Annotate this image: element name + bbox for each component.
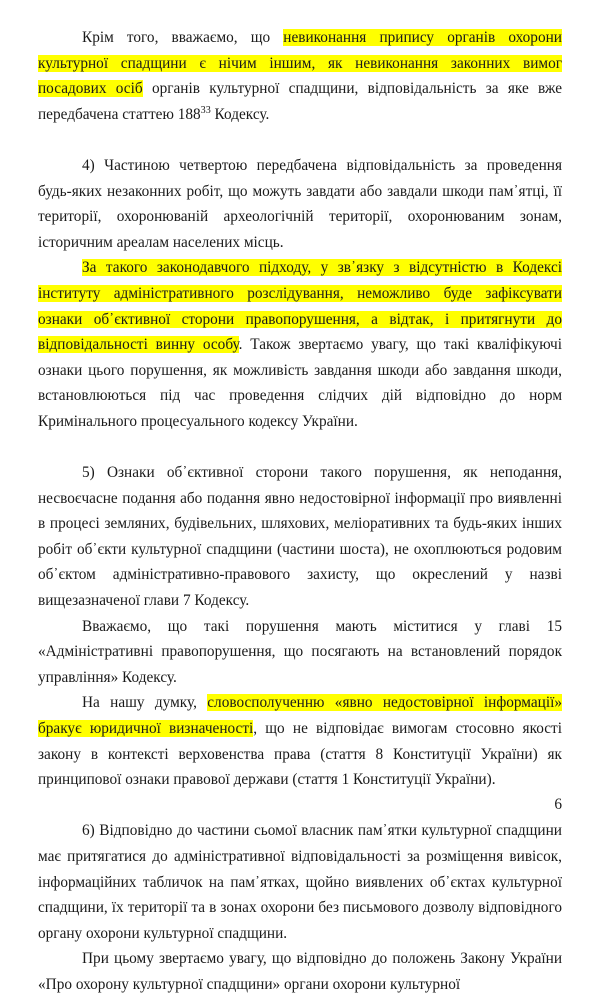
- paragraph-pry-tsomu: [38, 946, 562, 997]
- paragraph-5-oznaky: [38, 460, 562, 614]
- paragraph-na-nashu-dumku: [38, 690, 562, 792]
- body-text-run: На нашу думку,: [82, 694, 208, 712]
- paragraph-6-vidpovidno: [38, 818, 562, 946]
- body-text-run: органів культурної спадщини, відповідальність за яке вже передбачена статтею 188: [38, 80, 562, 123]
- paragraph-krim-togo: [38, 25, 562, 127]
- paragraph-gap: [38, 793, 562, 819]
- body-text-run: При цьому звертаємо увагу, що відповідно до положень Закону України «Про охорону культурної спадщини» органи охорони культурної: [38, 950, 562, 993]
- highlighted-text: невиконання припису органів охорони культурної спадщини є нічим іншим, як невиконання законних вимог посадових осіб: [38, 29, 562, 98]
- document-body: [38, 25, 562, 998]
- body-text-run: Вважаємо, що такі порушення мають міститися у главі 15 «Адміністративні правопорушення, що посягають на встановлений порядок управління» Кодексу.: [38, 617, 562, 686]
- superscript-text: 33: [200, 104, 211, 116]
- body-text-run: Крім того, вважаємо, що: [82, 29, 284, 46]
- body-text-run: Кодексу.: [210, 105, 270, 123]
- paragraph-4-chastynoyu: [38, 153, 562, 255]
- paragraph-gap: [38, 435, 562, 461]
- body-text-run: , що не відповідає вимогам стосовно якості закону в контексті верховенства права (стаття 8 Конституції України) як принципової ознаки правової держави (стаття 1 Конституції України).: [38, 720, 562, 789]
- paragraph-gap: [38, 127, 562, 153]
- body-text-run: 4) Частиною четвертою передбачена відповідальність за проведення будь-яких незаконних робіт, що можуть завдати або завдали шкоди пам᾽ятці, її території, охоронюваній археологічній території, охоронюваним зонам, історичним ареалам населених місць.: [38, 156, 562, 251]
- body-text-run: . Також звертаємо увагу, що такі кваліфікуючі ознаки цього порушення, як можливість завдання шкоди або завдання шкоди, встановлюються під час проведення слідчих дій відповідно до норм Кримінального процесуального кодексу України.: [38, 336, 562, 430]
- body-text-run: 5) Ознаки об᾽єктивної сторони такого порушення, як неподання, несвоєчасне подання або подання явно недостовірної інформації про виявленні в процесі земляних, будівельних, шляхових, меліоративних та будь-яких інших робіт об᾽єкти культурної спадщини (частини шоста), не охоплюються родовим об᾽єктом адміністративно-правового захисту, що окреслений у назві вищезазначеної глави 7 Кодексу.: [38, 464, 562, 610]
- paragraph-vvazhaemo: [38, 614, 562, 691]
- page-number: 6: [554, 795, 562, 813]
- highlighted-text: словосполученню «явно недостовірної інформації» бракує юридичної визначеності: [38, 694, 562, 738]
- body-text-run: 6) Відповідно до частини сьомої власник пам᾽ятки культурної спадщини має притягатися до адміністративної відповідальності за розміщення вивісок, інформаційних табличок на пам᾽ятках, щойно виявлених об᾽єктах культурної спадщини, їх території та в зонах охорони без письмового дозволу відповідного органу охорони культурної спадщини.: [38, 822, 562, 942]
- highlighted-text: За такого законодавчого підходу, у зв᾽язку з відсутністю в Кодексі інституту адміністративного розслідування, неможливо буде зафіксувати ознаки об᾽єктивної сторони правопорушення, а відтак, і притягнути до відповідальності винну особу: [38, 259, 562, 354]
- paragraph-za-takogo: [38, 255, 562, 434]
